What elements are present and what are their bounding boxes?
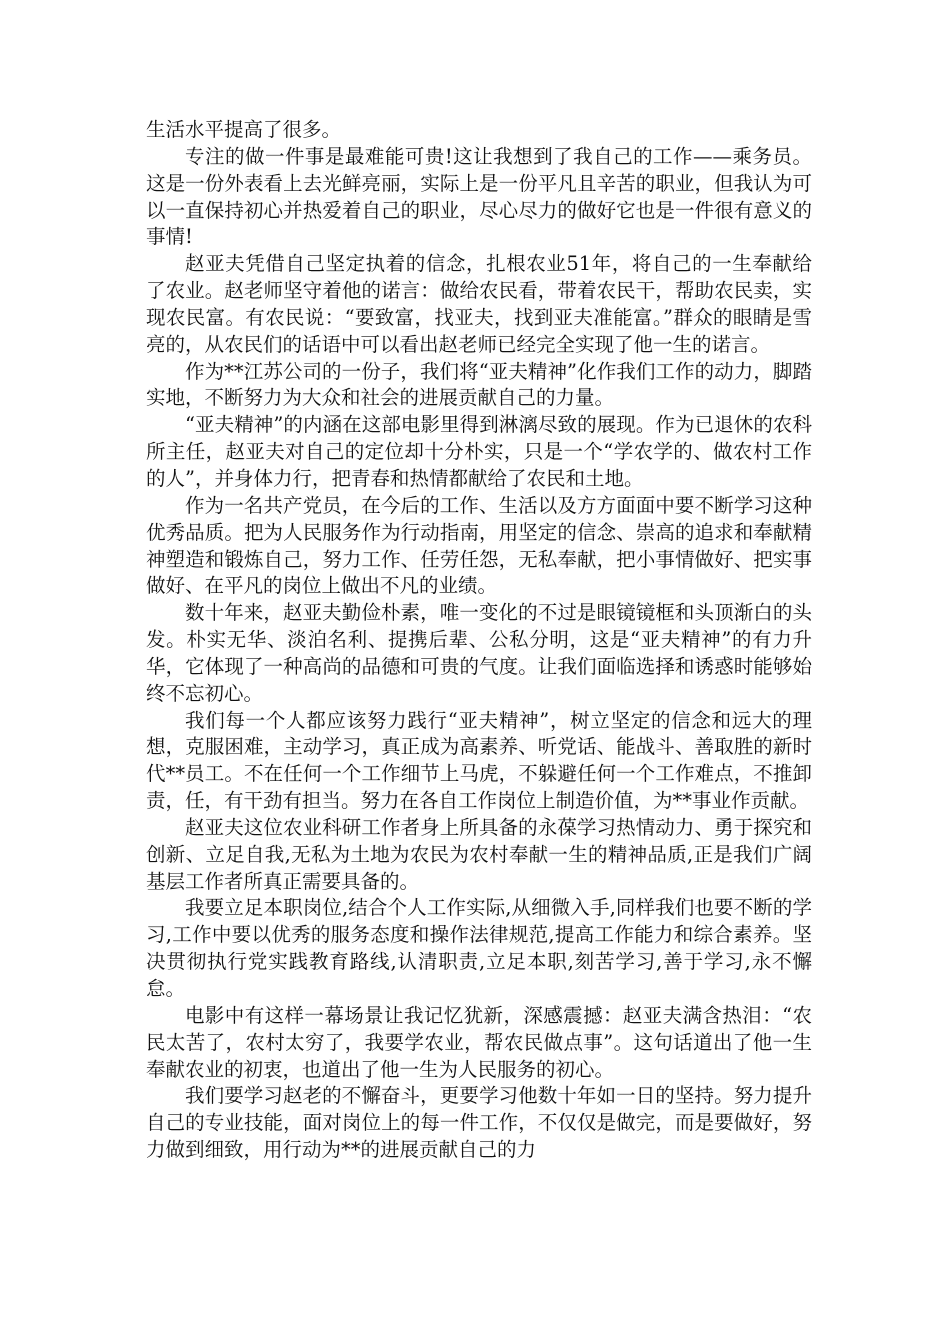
paragraph-6: 作为一名共产党员，在今后的工作、生活以及方方面面中要不断学习这种优秀品质。把为人民服务作为行动指南，用坚定的信念、崇高的追求和奉献精神塑造和锻炼自己，努力工作、任劳任怨，无私奉献，把小事情做好、把实事做好、在平凡的岗位上做出不凡的业绩。: [146, 493, 812, 598]
paragraph-2: 专注的做一件事是最难能可贵!这让我想到了我自己的工作——乘务员。这是一份外表看上去光鲜亮丽，实际上是一份平凡且辛苦的职业，但我认为可以一直保持初心并热爱着自己的职业，尽心尽力的做好它也是一件很有意义的事情!: [146, 144, 812, 249]
document-body: [146, 117, 812, 1164]
paragraph-4: 作为**江苏公司的一份子，我们将“亚夫精神”化作我们工作的动力，脚踏实地，不断努力为大众和社会的进展贡献自己的力量。: [146, 359, 812, 410]
paragraph-7: 数十年来，赵亚夫勤俭朴素，唯一变化的不过是眼镜镜框和头顶渐白的头发。朴实无华、淡泊名利、提携后辈、公私分明，这是“亚夫精神”的有力升华，它体现了一种高尚的品德和可贵的气度。让我们面临选择和诱惑时能够始终不忘初心。: [146, 601, 812, 705]
paragraph-11: 电影中有这样一幕场景让我记忆犹新，深感震撼：赵亚夫满含热泪：“农民太苦了，农村太穷了，我要学农业，帮农民做点事”。这句话道出了他一生奉献农业的初衷，也道出了他一生为人民服务的初心。: [146, 1003, 812, 1081]
paragraph-5: “亚夫精神”的内涵在这部电影里得到淋漓尽致的展现。作为已退休的农科所主任，赵亚夫对自己的定位却十分朴实，只是一个“学农学的、做农村工作的人”，并身体力行，把青春和热情都献给了农民和土地。: [146, 413, 812, 490]
paragraph-10: 我要立足本职岗位,结合个人工作实际,从细微入手,同样我们也要不断的学习,工作中要以优秀的服务态度和操作法律规范,提高工作能力和综合素养。坚决贯彻执行党实践教育路线,认清职责,立足本职,刻苦学习,善于学习,永不懈怠。: [146, 896, 812, 1000]
paragraph-3: 赵亚夫凭借自己坚定执着的信念，扎根农业51年，将自己的一生奉献给了农业。赵老师坚守着他的诺言：做给农民看，带着农民干，帮助农民卖，实现农民富。有农民说：“要致富，找亚夫，找到亚夫准能富。”群众的眼睛是雪亮的，从农民们的话语中可以看出赵老师已经完全实现了他一生的诺言。: [146, 252, 812, 356]
paragraph-12: 我们要学习赵老的不懈奋斗，更要学习他数十年如一日的坚持。努力提升自己的专业技能，面对岗位上的每一件工作，不仅仅是做完，而是要做好，努力做到细致，用行动为**的进展贡献自己的力: [146, 1084, 812, 1162]
paragraph-9: 赵亚夫这位农业科研工作者身上所具备的永葆学习热情动力、勇于探究和创新、立足自我,无私为土地为农民为农村奉献一生的精神品质,正是我们广阔基层工作者所真正需要具备的。: [146, 815, 812, 893]
paragraph-8: 我们每一个人都应该努力践行“亚夫精神”，树立坚定的信念和远大的理想，克服困难，主动学习，真正成为高素养、听党话、能战斗、善取胜的新时代**员工。不在任何一个工作细节上马虎，不躲避任何一个工作难点，不推卸责，任，有干劲有担当。努力在各自工作岗位上制造价值，为**事业作贡献。: [146, 708, 812, 813]
paragraph-1: 生活水平提高了很多。: [146, 118, 342, 141]
